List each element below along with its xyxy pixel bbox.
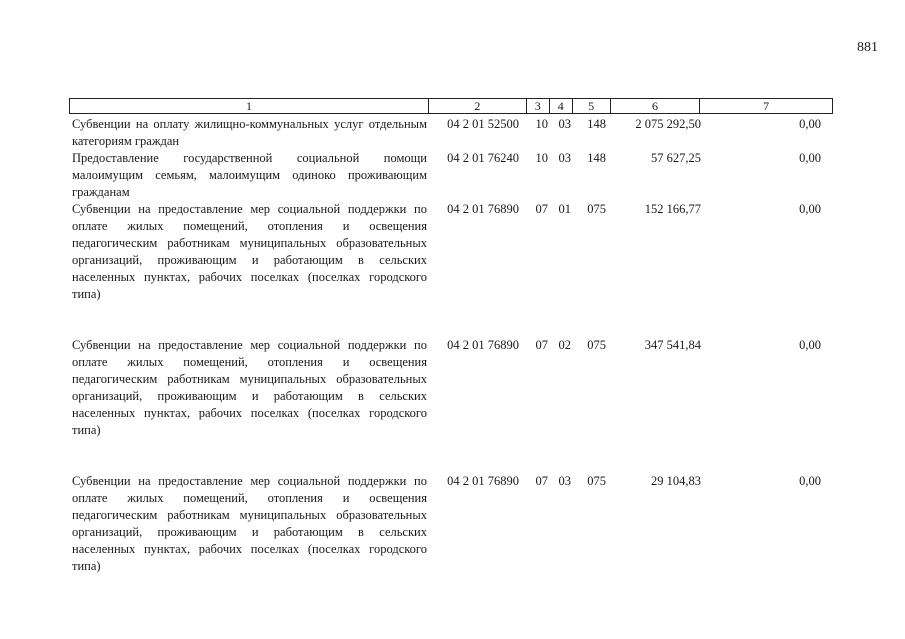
row-code: 04 2 01 52500 [447, 117, 519, 131]
table-row [69, 337, 833, 439]
header-col-4: 4 [550, 99, 573, 113]
row-name: Субвенции на предоставление мер социальной поддержки по оплате жилых помещений, отопления и освещения педагогическим работникам муниципальных образовательных организаций, проживающим и работающим в сельских населенных пунктах, рабочих поселках (поселках городского типа) [72, 474, 427, 573]
row-expense-type: 148 [587, 117, 606, 131]
table-row [69, 201, 833, 303]
row-section: 10 [535, 151, 548, 165]
row-subsection: 02 [558, 338, 571, 352]
row-subsection: 03 [558, 151, 571, 165]
row-code: 04 2 01 76240 [447, 151, 519, 165]
row-name: Субвенции на предоставление мер социальной поддержки по оплате жилых помещений, отопления и освещения педагогическим работникам муниципальных образовательных организаций, проживающим и работающим в сельских населенных пунктах, рабочих поселках (поселках городского типа) [72, 338, 427, 437]
row-amount: 2 075 292,50 [635, 117, 701, 131]
row-expense-type: 148 [587, 151, 606, 165]
table-row [69, 473, 833, 575]
table-body [69, 116, 833, 575]
row-name: Предоставление государственной социальной помощи малоимущим семьям, малоимущим одиноко проживающим гражданам [72, 151, 427, 199]
row-executed: 0,00 [799, 117, 821, 131]
row-executed: 0,00 [799, 151, 821, 165]
header-col-6: 6 [611, 99, 701, 113]
row-code: 04 2 01 76890 [447, 338, 519, 352]
header-col-7: 7 [763, 99, 770, 113]
row-executed: 0,00 [799, 474, 821, 488]
row-expense-type: 075 [587, 202, 606, 216]
table-row [69, 150, 833, 201]
table-row [69, 116, 833, 150]
row-amount: 347 541,84 [644, 338, 701, 352]
row-section: 10 [535, 117, 548, 131]
row-name: Субвенции на предоставление мер социальной поддержки по оплате жилых помещений, отопления и освещения педагогическим работникам муниципальных образовательных организаций, проживающим и работающим в сельских населенных пунктах, рабочих поселках (поселках городского типа) [72, 202, 427, 301]
header-col-1: 1 [70, 99, 429, 113]
row-section: 07 [535, 202, 548, 216]
header-col-3: 3 [527, 99, 550, 113]
header-col-5: 5 [573, 99, 611, 113]
table-header [69, 98, 833, 114]
header-col-2: 2 [429, 99, 527, 113]
row-amount: 152 166,77 [644, 202, 701, 216]
row-executed: 0,00 [799, 338, 821, 352]
row-amount: 29 104,83 [651, 474, 701, 488]
row-subsection: 03 [558, 117, 571, 131]
row-expense-type: 075 [587, 338, 606, 352]
row-subsection: 03 [558, 474, 571, 488]
page-number: 881 [857, 40, 878, 55]
row-section: 07 [535, 474, 548, 488]
row-name: Субвенции на оплату жилищно-коммунальных услуг отдельным категориям граждан [72, 117, 427, 148]
row-subsection: 01 [558, 202, 571, 216]
row-expense-type: 075 [587, 474, 606, 488]
row-code: 04 2 01 76890 [447, 474, 519, 488]
row-amount: 57 627,25 [651, 151, 701, 165]
row-code: 04 2 01 76890 [447, 202, 519, 216]
row-section: 07 [535, 338, 548, 352]
row-executed: 0,00 [799, 202, 821, 216]
